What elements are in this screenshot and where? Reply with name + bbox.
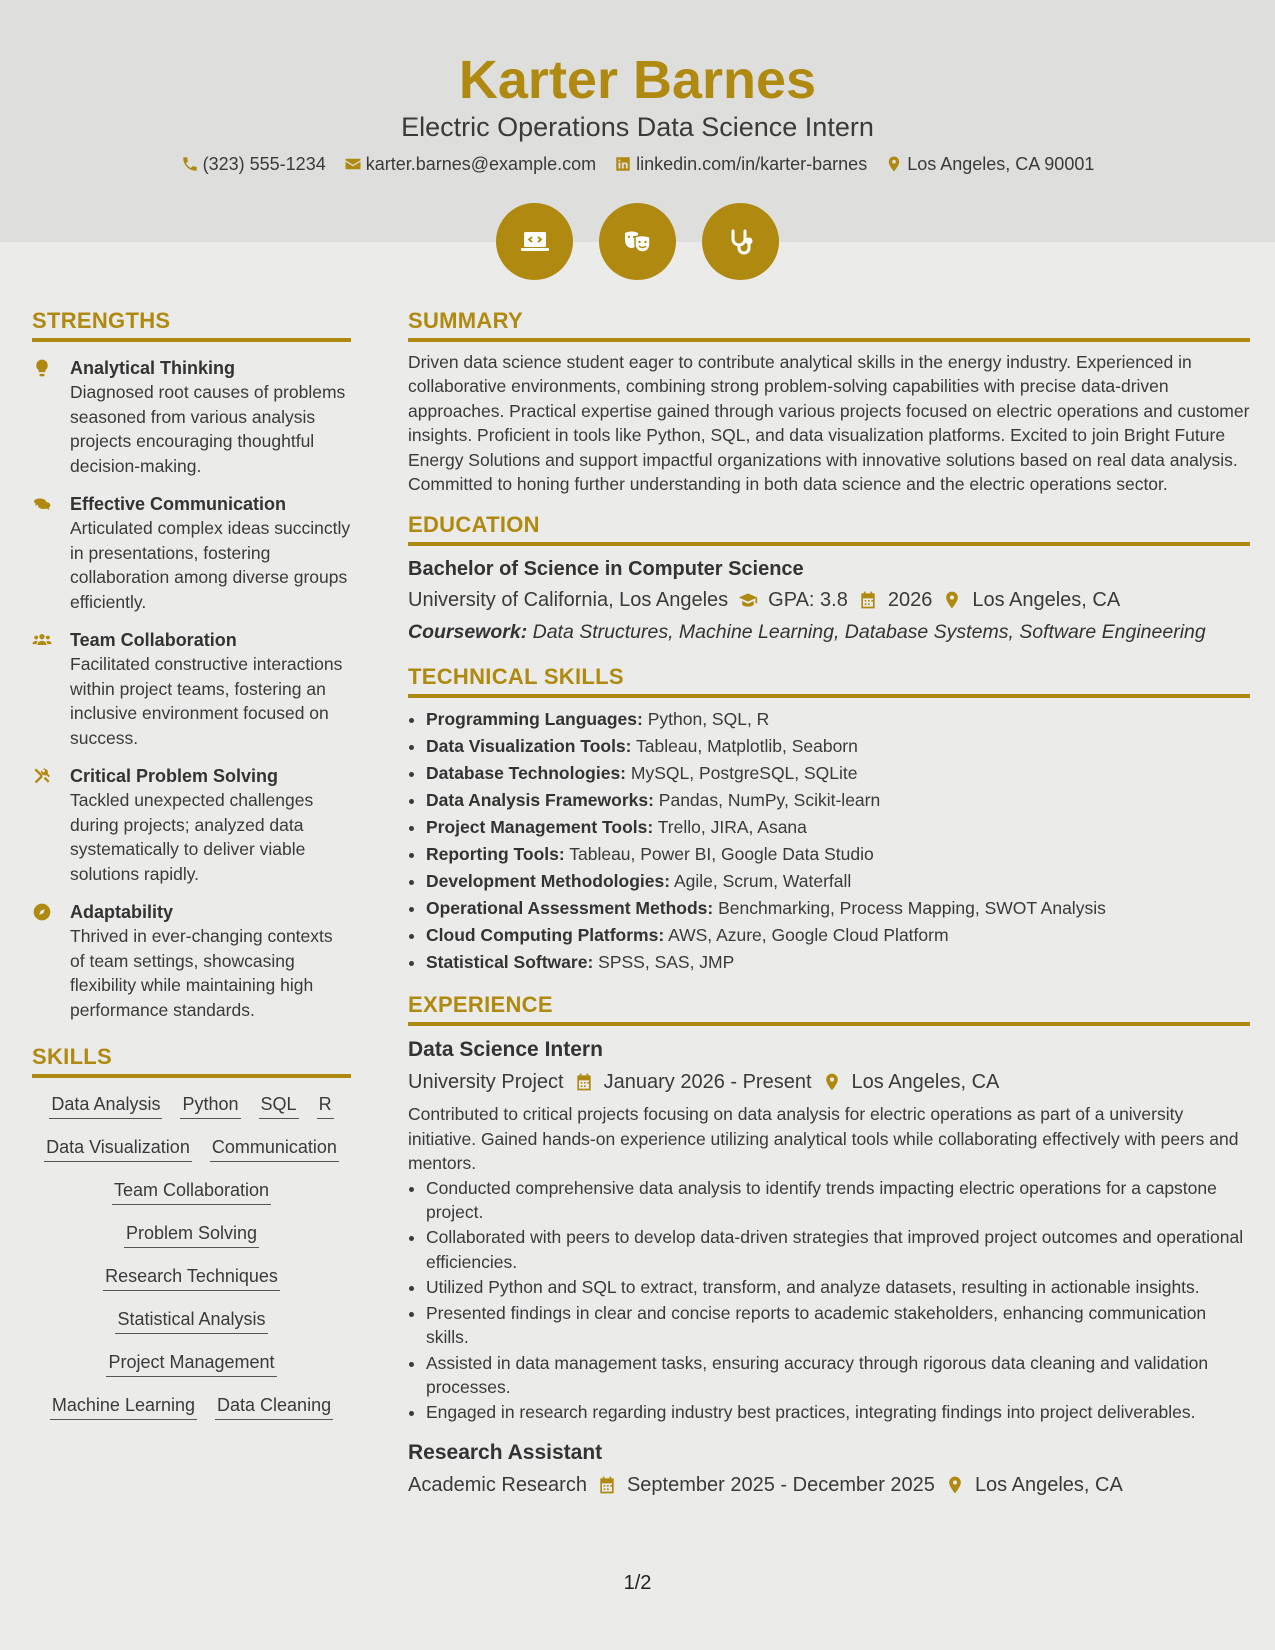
strength-item [32, 356, 351, 478]
list-item [426, 760, 1250, 787]
comments-icon [32, 494, 52, 514]
list-item [426, 868, 1250, 895]
linkedin-icon [614, 155, 632, 173]
skill-tag: Team Collaboration [112, 1170, 271, 1205]
hobby-badge [599, 203, 676, 280]
map-pin-icon [822, 1072, 842, 1092]
list-item [426, 814, 1250, 841]
map-pin-icon [885, 155, 903, 173]
tech-value: Benchmarking, Process Mapping, SWOT Analysis [718, 898, 1106, 919]
job-title: Research Assistant [408, 1440, 603, 1464]
hobby-icons [0, 203, 1275, 280]
skill-tag: Research Techniques [103, 1256, 280, 1291]
hobby-badge [496, 203, 573, 280]
job-meta [408, 1068, 1250, 1096]
map-pin-icon [945, 1475, 965, 1495]
tech-value: Tableau, Power BI, Google Data Studio [569, 844, 874, 865]
strength-item [32, 628, 351, 750]
strength-desc: Tackled unexpected challenges during projects; analyzed data systematically to deliver viable solutions rapidly. [70, 790, 314, 884]
technical-skills-heading: TECHNICAL SKILLS [408, 664, 1250, 698]
skills-list [32, 1084, 351, 1428]
contact-location [885, 152, 1094, 176]
job-location: Los Angeles, CA [851, 1071, 1000, 1094]
skill-tag: Data Visualization [44, 1127, 192, 1162]
right-column [408, 308, 1250, 1499]
left-column [32, 308, 351, 1428]
tech-value: MySQL, PostgreSQL, SQLite [630, 763, 858, 784]
job-title-heading: Electric Operations Data Science Intern [401, 112, 874, 142]
envelope-icon [344, 155, 362, 173]
experience-heading: EXPERIENCE [408, 992, 1250, 1026]
laptop-code-icon [517, 224, 553, 260]
tools-icon [32, 766, 52, 786]
tech-value: Trello, JIRA, Asana [657, 817, 807, 838]
job-org: Academic Research [408, 1473, 587, 1496]
tech-label: Reporting Tools: [426, 844, 565, 865]
strength-name: Adaptability [70, 902, 174, 922]
list-item: • Assisted in data management tasks, ensuring accuracy through rigorous data cleaning and validation processes. [426, 1351, 1250, 1400]
list-item [426, 841, 1250, 868]
stethoscope-icon [723, 224, 759, 260]
coursework-label: Coursework: [408, 621, 528, 644]
page-number: 1/2 [623, 1572, 652, 1594]
contact-linkedin[interactable] [614, 152, 867, 176]
skill-tag: SQL [259, 1084, 299, 1119]
theater-masks-icon [620, 224, 656, 260]
location-text: Los Angeles, CA 90001 [907, 154, 1095, 174]
map-pin-icon [942, 590, 962, 610]
strength-item [32, 764, 351, 886]
skill-tag: Machine Learning [50, 1385, 197, 1420]
strength-item [32, 900, 351, 1022]
list-item: • Conducted comprehensive data analysis to identify trends impacting electric operations for a capstone project. [426, 1176, 1250, 1225]
job-title: Data Science Intern [408, 1038, 603, 1062]
tech-label: Statistical Software: [426, 952, 594, 973]
skill-tag: Data Analysis [49, 1084, 162, 1119]
phone-icon [181, 155, 199, 173]
tech-label: Programming Languages: [426, 709, 643, 730]
strength-item [32, 492, 351, 614]
email-text: karter.barnes@example.com [365, 154, 597, 174]
job-dates: September 2025 - December 2025 [626, 1473, 935, 1496]
job-description: Contributed to critical projects focusing on data analysis for electric operations as part of a university initiative. Gained hands-on experience utilizing analytical tools while collaborating effectively with peers and mentors. [408, 1104, 1239, 1174]
list-item [426, 949, 1250, 976]
contact-phone[interactable] [181, 152, 326, 176]
graduation-cap-icon [738, 590, 758, 610]
candidate-name: Karter Barnes [458, 50, 817, 110]
strength-desc: Articulated complex ideas succinctly in presentations, fostering collaboration among diverse groups efficiently. [70, 518, 351, 612]
tech-value: Pandas, NumPy, Scikit-learn [658, 790, 881, 811]
list-item [426, 787, 1250, 814]
compass-icon [32, 902, 52, 922]
calendar-icon [574, 1072, 594, 1092]
tech-value: Agile, Scrum, Waterfall [673, 871, 852, 892]
gpa-text: GPA: 3.8 [768, 589, 848, 612]
list-item [426, 895, 1250, 922]
skill-tag: Python [180, 1084, 240, 1119]
tech-label: Cloud Computing Platforms: [426, 925, 665, 946]
skill-tag: Data Cleaning [215, 1385, 333, 1420]
skill-tag: Communication [210, 1127, 339, 1162]
strength-desc: Diagnosed root causes of problems seasoned from various analysis projects encouraging thoughtful decision-making. [70, 382, 346, 476]
list-item [426, 706, 1250, 733]
education-heading: EDUCATION [408, 512, 1250, 546]
list-item [426, 733, 1250, 760]
skill-tag: R [317, 1084, 334, 1119]
technical-skills-list [408, 706, 1250, 976]
graduation-year: 2026 [887, 589, 933, 612]
contact-row [0, 152, 1275, 176]
lightbulb-icon [32, 358, 52, 378]
job-meta [408, 1471, 1250, 1499]
strength-name: Team Collaboration [70, 630, 237, 650]
job-dates: January 2026 - Present [603, 1071, 812, 1094]
list-item: • Engaged in research regarding industry best practices, integrating findings into project deliverables. [426, 1400, 1250, 1424]
coursework [408, 618, 1250, 646]
skill-tag: Project Management [106, 1342, 276, 1377]
job-bullets [408, 1176, 1250, 1425]
job-org: University Project [408, 1071, 564, 1094]
tech-value: Python, SQL, R [647, 709, 770, 730]
tech-label: Project Management Tools: [426, 817, 654, 838]
summary-text: Driven data science student eager to contribute analytical skills in the energy industry. Experienced in collaborative environments, combining strong problem-solving capabilities with precise data-driven approaches. Practical expertise gained through various projects focused on electric operations and customer insights. Proficient in tools like Python, SQL, and data visualization platforms. Excited to join Bright Future Energy Solutions and support impactful organizations with innovative solutions based on real data analysis. Committed to honing further understanding in both data science and the electric operations sector. [408, 352, 1250, 495]
strength-name: Analytical Thinking [70, 358, 236, 378]
job-location: Los Angeles, CA [974, 1473, 1123, 1496]
education-location: Los Angeles, CA [972, 589, 1121, 612]
list-item: • Presented findings in clear and concise reports to academic stakeholders, enhancing communication skills. [426, 1301, 1250, 1350]
calendar-icon [597, 1475, 617, 1495]
phone-text: (323) 555-1234 [202, 154, 326, 174]
tech-value: AWS, Azure, Google Cloud Platform [668, 925, 949, 946]
skill-tag: Statistical Analysis [115, 1299, 267, 1334]
strength-name: Critical Problem Solving [70, 766, 279, 786]
strength-name: Effective Communication [70, 494, 287, 514]
tech-label: Operational Assessment Methods: [426, 898, 714, 919]
degree-name: Bachelor of Science in Computer Science [408, 558, 804, 581]
contact-email[interactable] [344, 152, 596, 176]
strengths-heading: STRENGTHS [32, 308, 351, 342]
skill-tag: Problem Solving [124, 1213, 259, 1248]
coursework-list: Data Structures, Machine Learning, Database Systems, Software Engineering [532, 621, 1206, 644]
users-icon [32, 630, 52, 650]
tech-label: Data Visualization Tools: [426, 736, 632, 757]
list-item: • Collaborated with peers to develop data-driven strategies that improved project outcomes and operational efficiencies. [426, 1225, 1250, 1274]
skills-heading: SKILLS [32, 1044, 351, 1078]
tech-value: SPSS, SAS, JMP [598, 952, 735, 973]
list-item: • Utilized Python and SQL to extract, transform, and analyze datasets, resulting in actionable insights. [426, 1275, 1250, 1299]
tech-value: Tableau, Matplotlib, Seaborn [636, 736, 858, 757]
hobby-badge [702, 203, 779, 280]
strength-desc: Thrived in ever-changing contexts of team settings, showcasing flexibility while maintaining high performance standards. [70, 926, 333, 1020]
school-name: University of California, Los Angeles [408, 589, 729, 612]
tech-label: Data Analysis Frameworks: [426, 790, 654, 811]
education-meta [408, 586, 1250, 614]
strength-desc: Facilitated constructive interactions within project teams, fostering an inclusive environment focused on success. [70, 654, 343, 748]
list-item [426, 922, 1250, 949]
tech-label: Development Methodologies: [426, 871, 671, 892]
calendar-icon [858, 590, 878, 610]
tech-label: Database Technologies: [426, 763, 627, 784]
summary-heading: SUMMARY [408, 308, 1250, 342]
linkedin-text: linkedin.com/in/karter-barnes [636, 154, 868, 174]
